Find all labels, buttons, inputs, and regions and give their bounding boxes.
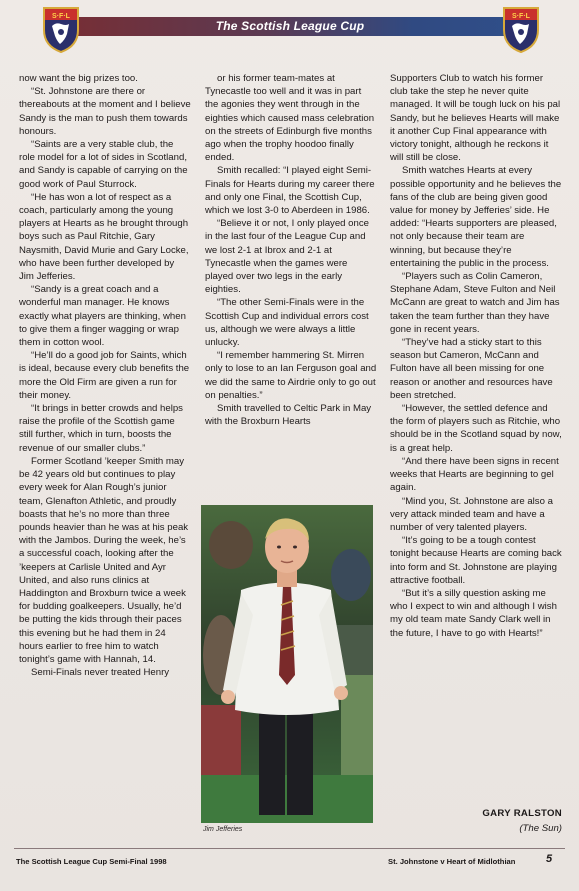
photo-caption: Jim Jefferies xyxy=(203,826,243,833)
header-title: The Scottish League Cup xyxy=(215,19,365,33)
article-paragraph: “The other Semi-Finals were in the Scottish Cup and individual errors cost us, although we were always a little unlucky. xyxy=(205,297,369,349)
article-paragraph: Supporters Club to watch his former club take the step he never quite managed. It will be tough luck on his pal Sandy, but he believes Hearts will make it another Cup Final appearance with victory tonight, although he reckons it will still be close. xyxy=(390,73,561,164)
page-number: 5 xyxy=(546,853,553,865)
article-paragraph: or his former team-mates at Tynecastle too well and it was in part the agonies they went through in the eighties which caused mass celebration on the streets of Edinburgh five months ago when the trophy hoodoo finally ended. xyxy=(205,73,375,164)
article-paragraph: “They’ve had a sticky start to this season but Cameron, McCann and Fulton have all been missing for one reason or another and resources have been stretched. xyxy=(390,337,553,401)
sfl-crest-right-icon xyxy=(500,4,542,54)
article-paragraph: “And there have been signs in recent weeks that Hearts are beginning to gel again. xyxy=(390,455,559,494)
article-paragraph: now want the big prizes too. xyxy=(19,73,138,84)
jim-jefferies-photo xyxy=(201,505,373,823)
article-paragraph: “He’ll do a good job for Saints, which is ideal, because every club benefits the more the Old Firm are given a run for their money. xyxy=(19,350,190,401)
svg-text:S·F·L: S·F·L xyxy=(52,13,70,20)
author-byline: GARY RALSTON xyxy=(482,808,562,819)
article-paragraph: Semi-Finals never treated Henry xyxy=(31,667,170,679)
article-paragraph: “St. Johnstone are there or thereabouts at the moment and I believe Sandy is the man to push them towards honours. xyxy=(19,86,191,137)
article-paragraph: “It’s going to be a tough contest tonight because Hearts are coming back into form and St. Johnstone are playing attractive football. xyxy=(390,535,562,586)
article-paragraph: “Believe it or not, I only played once in the last four of the League Cup and we lost 2-1 at Ibrox and 2-1 at Tynecastle when the games were played over two legs in the early eighties. xyxy=(205,218,369,296)
footer-publication-title: The Scottish League Cup Semi-Final 1998 xyxy=(16,857,167,866)
article-paragraph: “Mind you, St. Johnstone are also a very attack minded team and have a number of very talented players. xyxy=(390,495,553,533)
article-paragraph: Former Scotland ’keeper Smith may be 42 years old but continues to play every week for Alan Rough’s junior team, Glenafton Athletic, and proudly boasts that he’s no more than three pounds heavier than he was at his peak with the Jambos. During the week, he’s a successful coach, looking after the ’keepers at Carlisle United and Ayr United, and also runs clinics at Haddington and Broxburn twice a week for budding goalkeepers. Usually, he’d be putting the kids through their paces this evening but he had them in 24 hours earlier to free him to watch tonight’s game with Hannah, 14. xyxy=(19,455,189,665)
article-paragraph: “I remember hammering St. Mirren only to lose to an Ian Ferguson goal and we did the same to Airdrie only to go out on penalties.” xyxy=(205,350,377,401)
footer-match-title: St. Johnstone v Heart of Midlothian xyxy=(388,857,516,866)
article-column-1 xyxy=(19,72,191,679)
header-bar xyxy=(44,17,536,36)
article-paragraph: Smith recalled: “I played eight Semi-Finals for Hearts during my career there and only one Final, the Scottish Cup, which we lost 3-0 to Aberdeen in 1986. xyxy=(205,165,375,217)
svg-text:S·F·L: S·F·L xyxy=(512,13,530,20)
article-paragraph: “Sandy is a great coach and a wonderful man manager. He knows exactly what players are thinking, when to give them a finger wagging or wrap them in cotton wool. xyxy=(19,284,186,349)
article-paragraph: Smith travelled to Celtic Park in May with the Broxburn Hearts xyxy=(205,403,372,428)
article-paragraph: “It brings in better crowds and helps raise the profile of the Scottish game still further, which in turn, boosts the revenue of our smaller clubs.” xyxy=(19,403,183,454)
article-column-3 xyxy=(390,72,562,640)
source-credit: (The Sun) xyxy=(519,823,562,834)
article-paragraph: “Players such as Colin Cameron, Stephane Adam, Steve Fulton and Neil McCann are great to watch and Jim has taken the team further than they have gone in recent years. xyxy=(390,271,560,335)
article-paragraph: Smith watches Hearts at every possible opportunity and he believes the fans of the club are being given good value for money by Jefferies’ side. He added: “Hearts supporters are pleased, not only because their team are winning, but because they’re entertaining the public in the process. xyxy=(390,165,562,269)
article-paragraph: “He has won a lot of respect as a coach, particularly among the young players at Hearts as he brought through boys such as Paul Ritchie, Gary Naysmith, David Murie and Gary Locke, who have been further developed by Jim Jefferies. xyxy=(19,191,189,283)
article-paragraph: “Saints are a very stable club, the role model for a lot of sides in Scotland, and Sandy is capable of carrying on the good work of Paul Sturrock. xyxy=(19,139,188,190)
footer-divider xyxy=(14,848,565,849)
sfl-crest-left-icon xyxy=(40,4,82,54)
article-column-2 xyxy=(205,72,377,428)
article-paragraph: “But it’s a silly question asking me who I expect to win and although I wish my old team mate Sandy Clark well in the future, I have to go with Hearts!” xyxy=(390,587,557,639)
article-paragraph: “However, the settled defence and the form of players such as Ritchie, who should be in the Scotland squad by now, is a great help. xyxy=(390,403,562,454)
